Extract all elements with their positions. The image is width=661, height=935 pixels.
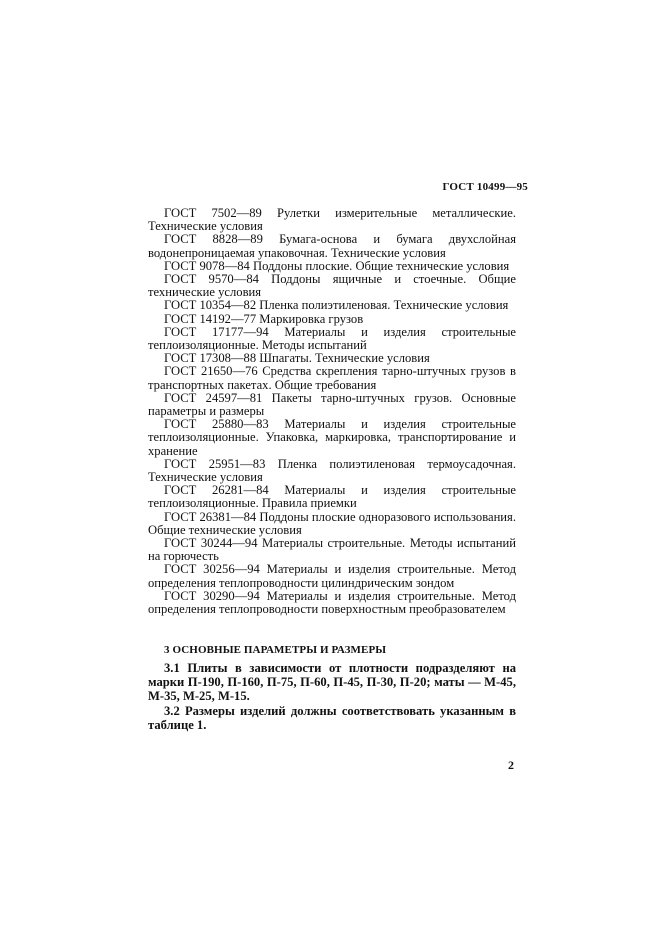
reference-item: ГОСТ 17308—88 Шпагаты. Технические условия [164,351,430,366]
reference-item: ГОСТ 7502—89 Рулетки измерительные металлические. Технические условия [148,206,516,234]
section-heading: 3 ОСНОВНЫЕ ПАРАМЕТРЫ И РАЗМЕРЫ [164,644,387,656]
reference-item: ГОСТ 30290—94 Материалы и изделия строительные. Метод определения теплопроводности поверхностным преобразователем [148,588,516,617]
reference-item: ГОСТ 14192—77 Маркировка грузов [164,311,364,326]
paragraph-3-1: 3.1 Плиты в зависимости от плотности подразделяют на марки П-190, П-160, П-75, П-60, П-45, П-30, П-20; маты — М-45, М-35, М-25, М-15. [148,661,516,704]
reference-item: ГОСТ 8828—89 Бумага-основа и бумага двухслойная водонепроницаемая упаковочная. Технические условия [148,232,516,260]
reference-item: ГОСТ 25880—83 Материалы и изделия строительные теплоизоляционные. Упаковка, маркировка, транспортирование и хранение [148,417,516,458]
normative-references-list [148,207,516,616]
reference-item: ГОСТ 10354—82 Пленка полиэтиленовая. Технические условия [164,298,509,313]
page-number: 2 [508,758,514,772]
reference-item: ГОСТ 9570—84 Поддоны ящичные и стоечные. Общие технические условия [148,272,516,300]
reference-item: ГОСТ 25951—83 Пленка полиэтиленовая термоусадочная. Технические условия [148,456,516,485]
reference-item: ГОСТ 26281—84 Материалы и изделия строительные теплоизоляционные. Правила приемки [148,483,516,511]
reference-item: ГОСТ 26381—84 Поддоны плоские одноразового использования. Общие технические условия [148,509,516,537]
paragraph-3-2: 3.2 Размеры изделий должны соответствовать указанным в таблице 1. [148,703,516,732]
reference-item: ГОСТ 30244—94 Материалы строительные. Методы испытаний на горючесть [148,536,516,564]
reference-item: ГОСТ 21650—76 Средства скрепления тарно-штучных грузов в транспортных пакетах. Общие требования [148,364,516,392]
section-body [148,661,516,732]
reference-item: ГОСТ 30256—94 Материалы и изделия строительные. Метод определения теплопроводности цилиндрическим зондом [148,562,516,590]
reference-item: ГОСТ 17177—94 Материалы и изделия строительные теплоизоляционные. Методы испытаний [148,324,516,353]
reference-item: ГОСТ 24597—81 Пакеты тарно-штучных грузов. Основные параметры и размеры [148,390,516,419]
reference-item: ГОСТ 9078—84 Поддоны плоские. Общие технические условия [164,258,510,273]
document-id-header: ГОСТ 10499—95 [442,181,528,193]
